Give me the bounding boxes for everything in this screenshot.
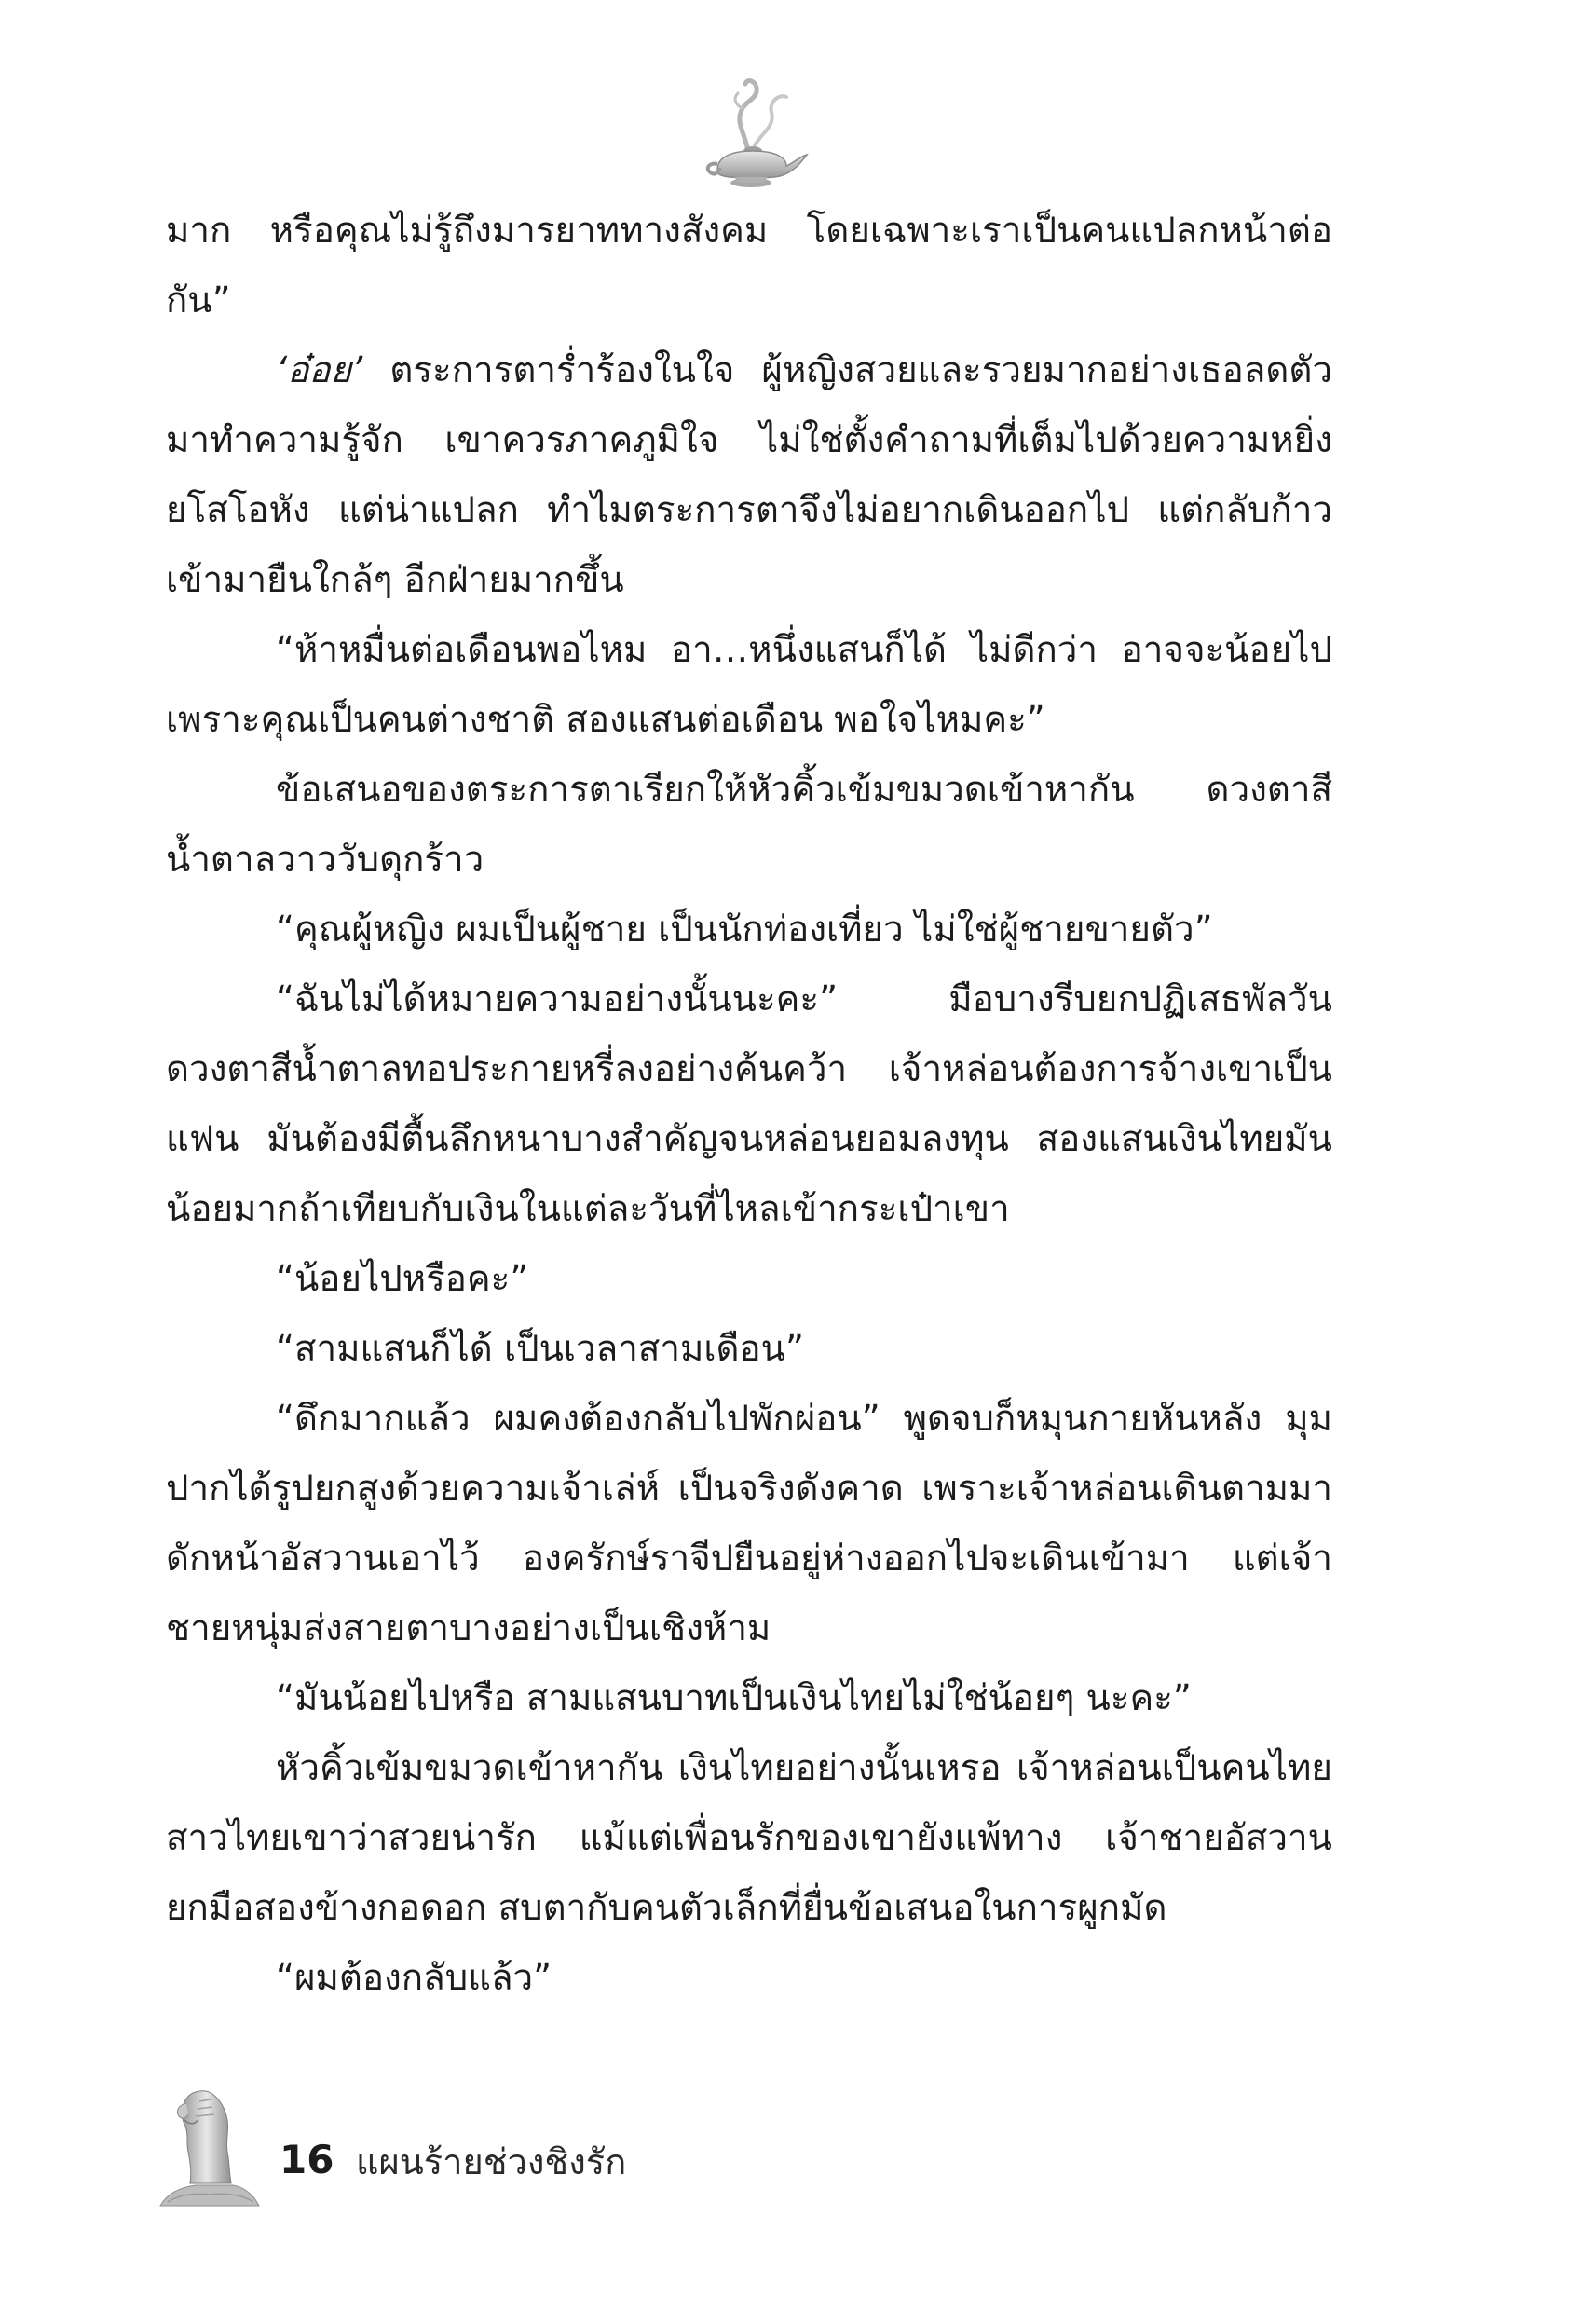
story-text <box>166 196 1332 2013</box>
merlion-statue-icon <box>158 2083 261 2208</box>
paragraph <box>166 895 1332 964</box>
paragraph <box>166 1943 1332 2013</box>
paragraph-text: “น้อยไปหรือคะ” <box>276 1258 529 1300</box>
paragraph <box>166 755 1332 895</box>
paragraph-text: “ฉันไม่ได้หมายความอย่างนั้นนะคะ” มือบางรีบยกปฏิเสธพัลวัน ดวงตาสีน้ำตาลทอประกายหรี่ลงอย่างค้นคว้า เจ้าหล่อนต้องการจ้างเขาเป็นแฟน มันต้องมีตื้นลึกหนาบางสำคัญจนหล่อนยอมลงทุน สองแสนเงินไทยมันน้อยมากถ้าเทียบกับเงินในแต่ละวันที่ไหลเข้ากระเป๋าเขา <box>166 978 1332 1230</box>
book-title: แผนร้ายช่วงชิงรัก <box>356 2141 627 2182</box>
paragraph-text: “ผมต้องกลับแล้ว” <box>276 1957 552 1999</box>
genie-lamp-icon <box>689 65 820 196</box>
paragraph-text: หัวคิ้วเข้มขมวดเข้าหากัน เงินไทยอย่างนั้นเหรอ เจ้าหล่อนเป็นคนไทย สาวไทยเขาว่าสวยน่ารัก แม้แต่เพื่อนรักของเขายังแพ้ทาง เจ้าชายอัสวานยกมือสองข้างกอดอก สบตากับคนตัวเล็กที่ยื่นข้อเสนอในการผูกมัด <box>166 1747 1332 1929</box>
paragraph <box>166 1384 1332 1663</box>
paragraph-text: ตระการตาร่ำร้องในใจ ผู้หญิงสวยและรวยมากอย่างเธอลดตัวมาทำความรู้จัก เขาควรภาคภูมิใจ ไม่ใช่ตั้งคำถามที่เต็มไปด้วยความหยิ่งยโสโอหัง แต่น่าแปลก ทำไมตระการตาจึงไม่อยากเดินออกไป แต่กลับก้าวเข้ามายืนใกล้ๆ อีกฝ่ายมากขึ้น <box>166 349 1332 601</box>
italic-exclamation: ‘อ๋อย’ <box>276 349 363 391</box>
paragraph <box>166 1314 1332 1384</box>
page-footer <box>158 2083 811 2213</box>
paragraph-text: “ห้าหมื่นต่อเดือนพอไหม อา…หนึ่งแสนก็ได้ ไม่ดีกว่า อาจจะน้อยไป เพราะคุณเป็นคนต่างชาติ สองแสนต่อเดือน พอใจไหมคะ” <box>166 629 1332 741</box>
paragraph-text: “มันน้อยไปหรือ สามแสนบาทเป็นเงินไทยไม่ใช่น้อยๆ นะคะ” <box>276 1677 1192 1719</box>
paragraph <box>166 1663 1332 1733</box>
paragraph <box>166 335 1332 615</box>
paragraph-text: ข้อเสนอของตระการตาเรียกให้หัวคิ้วเข้มขมวดเข้าหากัน ดวงตาสีน้ำตาลวาววับดุกร้าว <box>166 769 1332 881</box>
page-number: 16 <box>280 2137 334 2182</box>
paragraph <box>166 1733 1332 1943</box>
paragraph-text: มาก หรือคุณไม่รู้ถึงมารยาททางสังคม โดยเฉพาะเราเป็นคนแปลกหน้าต่อกัน” <box>166 210 1332 321</box>
paragraph-text: “สามแสนก็ได้ เป็นเวลาสามเดือน” <box>276 1328 804 1370</box>
paragraph <box>166 964 1332 1244</box>
paragraph <box>166 196 1332 335</box>
paragraph <box>166 615 1332 755</box>
paragraph-text: “ดึกมากแล้ว ผมคงต้องกลับไปพักผ่อน” พูดจบก็หมุนกายหันหลัง มุมปากได้รูปยกสูงด้วยความเจ้าเล่ห์ เป็นจริงดังคาด เพราะเจ้าหล่อนเดินตามมาดักหน้าอัสวานเอาไว้ องครักษ์ราจีปยืนอยู่ห่างออกไปจะเดินเข้ามา แต่เจ้าชายหนุ่มส่งสายตาบางอย่างเป็นเชิงห้าม <box>166 1398 1332 1649</box>
paragraph <box>166 1244 1332 1314</box>
paragraph-text: “คุณผู้หญิง ผมเป็นผู้ชาย เป็นนักท่องเที่ยว ไม่ใช่ผู้ชายขายตัว” <box>276 909 1213 950</box>
